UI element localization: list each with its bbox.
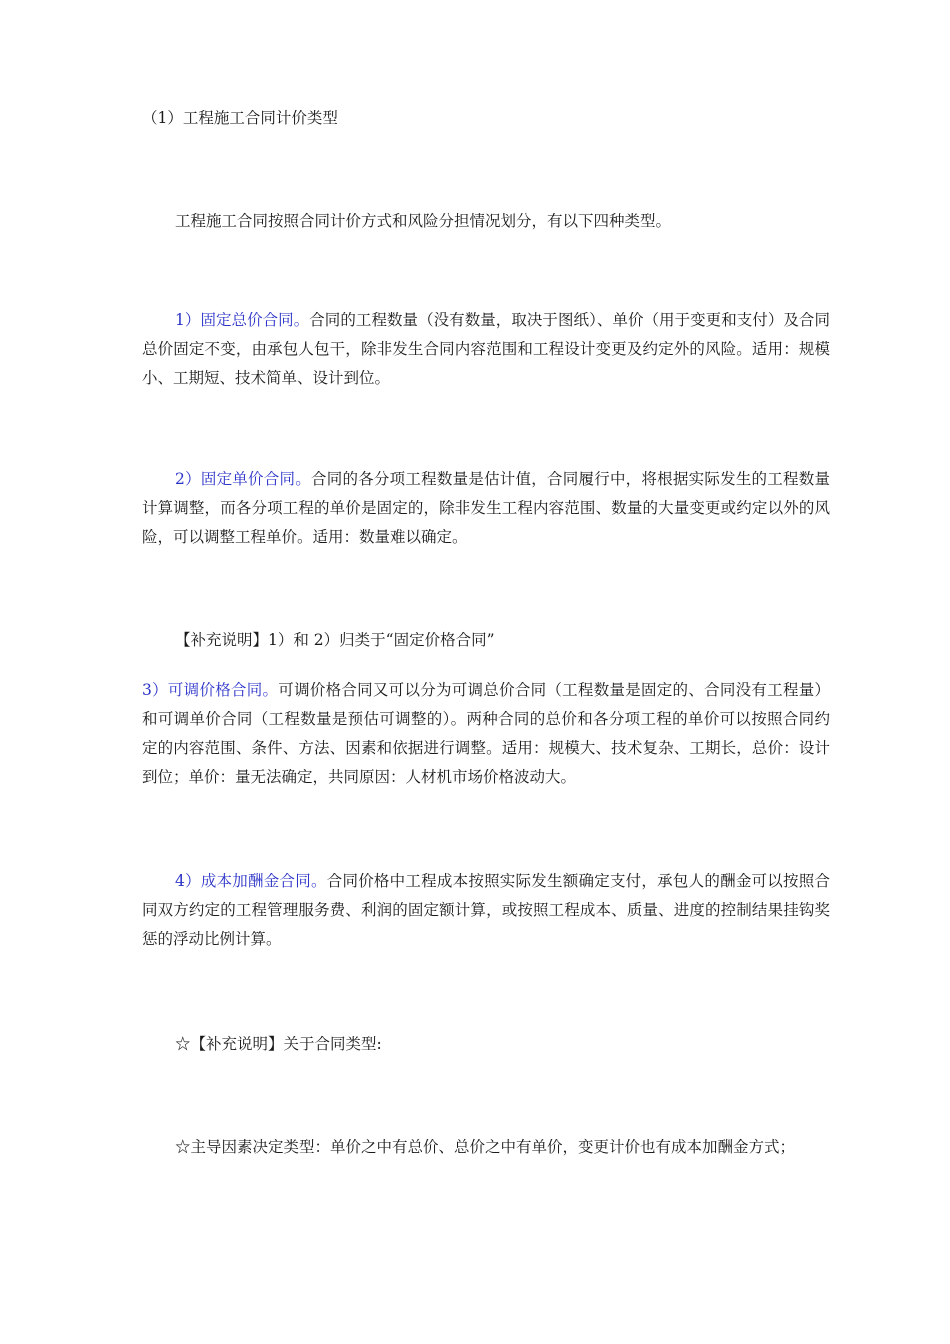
- item-label: 1）固定总价合同。: [175, 311, 310, 329]
- note-contract-types: ☆【补充说明】关于合同类型:: [175, 1035, 382, 1053]
- item-label: 4）成本加酬金合同。: [175, 872, 327, 890]
- item-label: 3）可调价格合同。: [142, 681, 279, 699]
- item-text: 可调价格合同又可以分为可调总价合同（工程数量是固定的、合同没有工程量）和可调单价合同（工程数量是预估可调整的）。两种合同的总价和各分项工程的单价可以按照合同约定的内容范围、条件、方法、因素和依据进行调整。适用：规模大、技术复杂、工期长，总价：设计到位；单价：量无法确定，共同原因：人材机市场价格波动大。: [142, 681, 830, 786]
- item-cost-plus-fee: [142, 867, 830, 954]
- section-heading: （1）工程施工合同计价类型: [142, 109, 338, 127]
- item-text: 合同的工程数量（没有数量，取决于图纸）、单价（用于变更和支付）及合同总价固定不变，由承包人包干，除非发生合同内容范围和工程设计变更及约定外的风险。适用：规模小、工期短、技术简单、设计到位。: [142, 311, 830, 387]
- item-text: 合同的各分项工程数量是估计值，合同履行中，将根据实际发生的工程数量计算调整，而各分项工程的单价是固定的，除非发生工程内容范围、数量的大量变更或约定以外的风险，可以调整工程单价。适用：数量难以确定。: [142, 470, 830, 546]
- item-text: 合同价格中工程成本按照实际发生额确定支付，承包人的酬金可以按照合同双方约定的工程管理服务费、利润的固定额计算，或按照工程成本、质量、进度的控制结果挂钩奖惩的浮动比例计算。: [142, 872, 830, 948]
- note-fixed-price: 【补充说明】1）和 2）归类于“固定价格合同”: [175, 631, 495, 649]
- item-label: 2）固定单价合同。: [175, 470, 311, 488]
- item-adjustable-price: [142, 676, 830, 792]
- note-dominant-factor: ☆主导因素决定类型：单价之中有总价、总价之中有单价，变更计价也有成本加酬金方式；: [175, 1138, 796, 1156]
- intro-paragraph: 工程施工合同按照合同计价方式和风险分担情况划分，有以下四种类型。: [175, 212, 672, 230]
- item-fixed-unit-price: [142, 465, 830, 552]
- item-fixed-total-price: [142, 306, 830, 393]
